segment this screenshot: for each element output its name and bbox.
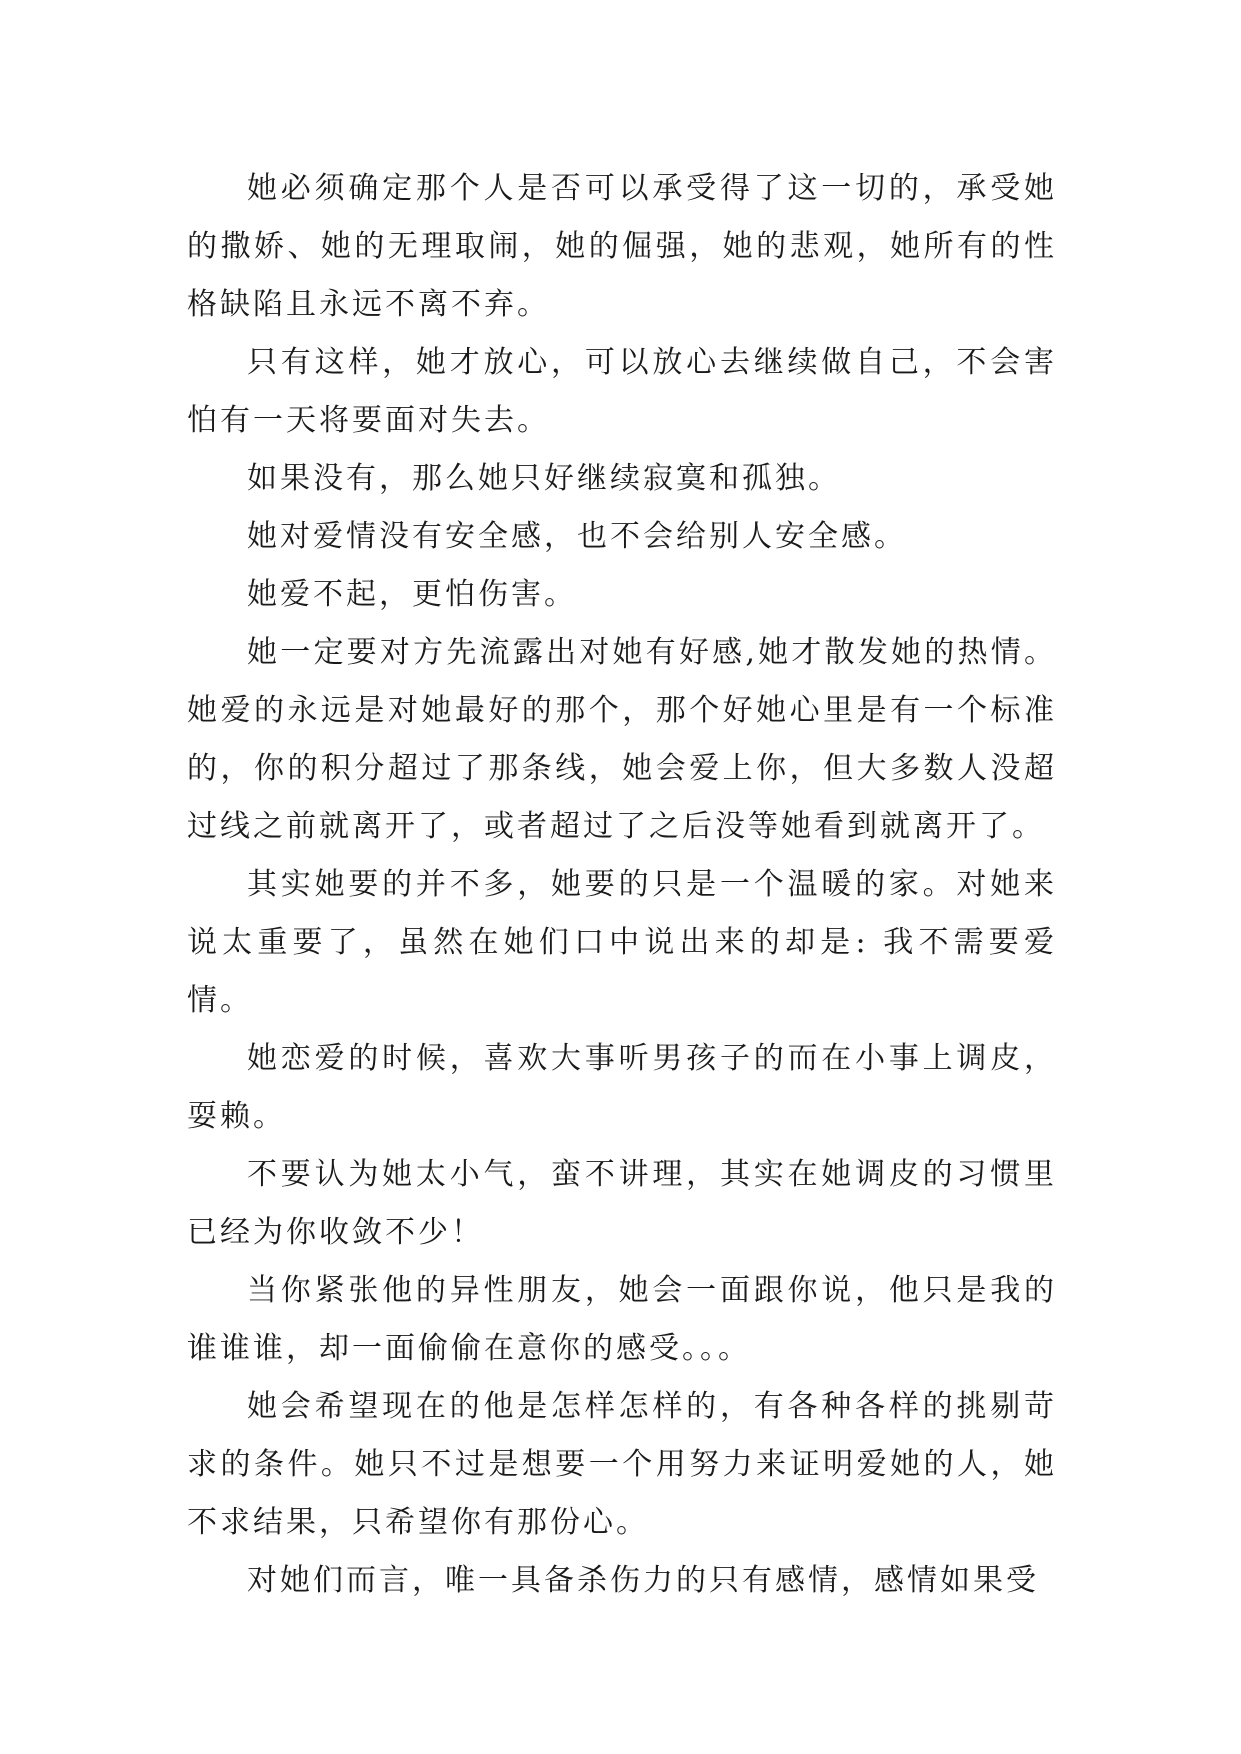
paragraph: 对她们而言，唯一具备杀伤力的只有感情，感情如果受 [247,1563,1039,1598]
paragraph: 她必须确定那个人是否可以承受得了这一切的，承受她的撒娇、她的无理取闹，她的倔强，她的悲观，她所有的性格缺陷且永远不离不弃。 [187,171,1057,322]
paragraph: 她一定要对方先流露出对她有好感,她才散发她的热情。她爱的永远是对她最好的那个，那个好她心里是有一个标准的，你的积分超过了那条线，她会爱上你，但大多数人没超过线之前就离开了，或者超过了之后没等她看到就离开了。 [187,635,1057,844]
paragraph: 她恋爱的时候，喜欢大事听男孩子的而在小事上调皮，耍赖。 [187,1041,1057,1134]
paragraph: 她爱不起，更怕伤害。 [247,577,577,612]
paragraph: 她会希望现在的他是怎样怎样的，有各种各样的挑剔苛求的条件。她只不过是想要一个用努力来证明爱她的人，她不求结果，只希望你有那份心。 [187,1389,1057,1540]
document-body [187,160,1057,1610]
paragraph: 当你紧张他的异性朋友，她会一面跟你说，他只是我的谁谁谁，却一面偷偷在意你的感受。。。 [187,1273,1057,1366]
paragraph: 只有这样，她才放心，可以放心去继续做自己，不会害怕有一天将要面对失去。 [187,345,1057,438]
paragraph: 她对爱情没有安全感，也不会给别人安全感。 [247,519,907,554]
paragraph: 如果没有，那么她只好继续寂寞和孤独。 [247,461,841,496]
paragraph: 其实她要的并不多，她要的只是一个温暖的家。对她来说太重要了，虽然在她们口中说出来的却是: 我不需要爱情。 [187,867,1057,1018]
paragraph: 不要认为她太小气，蛮不讲理，其实在她调皮的习惯里已经为你收敛不少！ [187,1157,1057,1250]
